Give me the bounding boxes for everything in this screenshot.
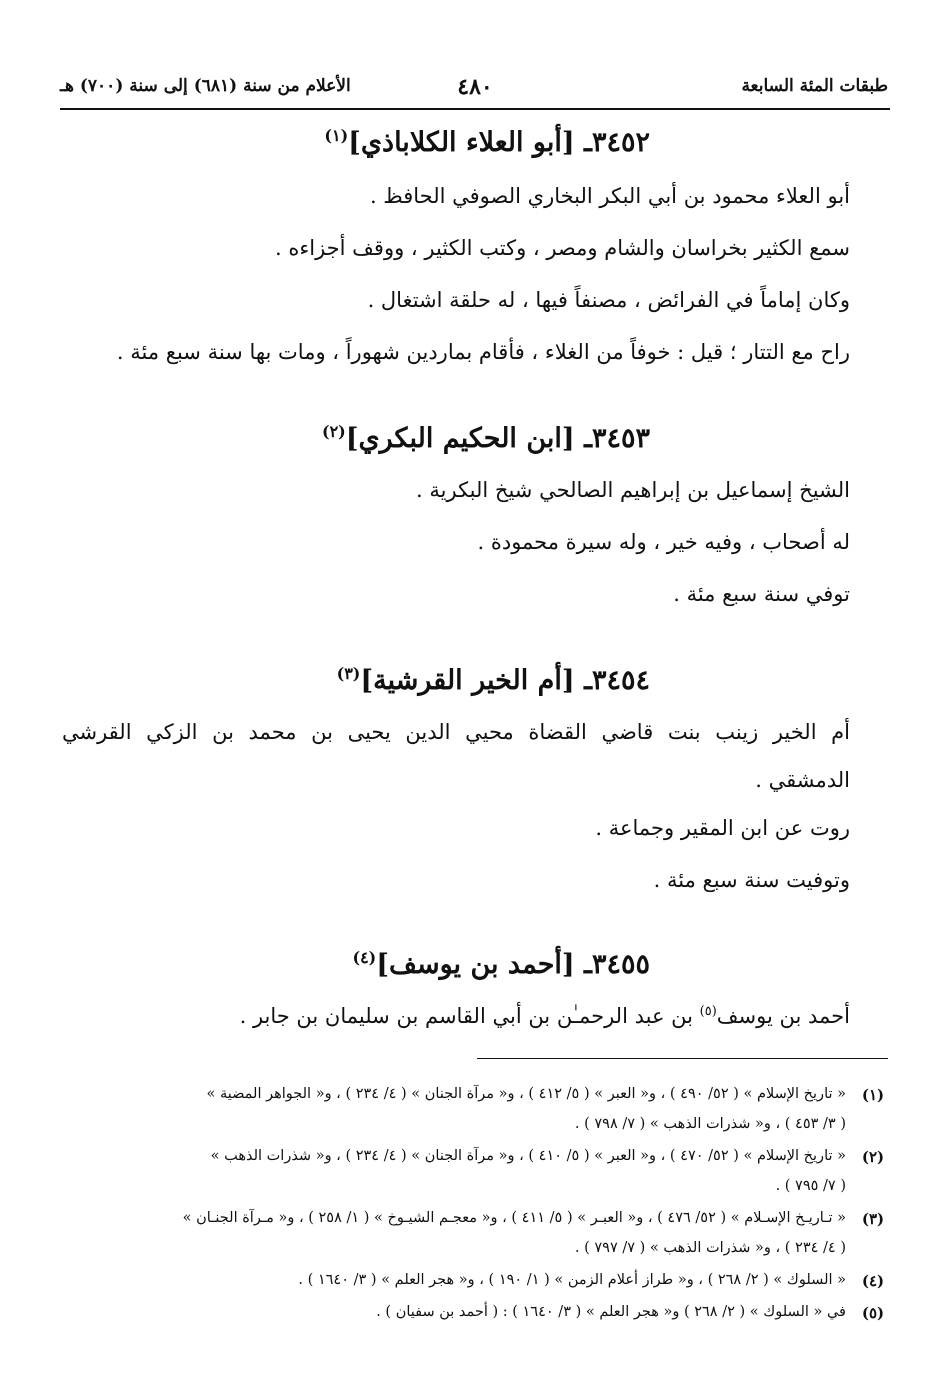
footnote-number: (١): [861, 1086, 885, 1104]
footnote-line: ( ٣/ ٤٥٣ ) ، و« شذرات الذهب » ( ٧/ ٧٩٨ ) .: [574, 1116, 846, 1132]
entry-line: أم الخير زينب بنت قاضي القضاة محيي الدين يحيى بن محمد بن الزكي القرشي: [62, 720, 850, 744]
footnote-line: ( ٤/ ٢٣٤ ) ، و« شذرات الذهب » ( ٧/ ٧٩٧ ) .: [574, 1240, 846, 1256]
footnote-divider: [477, 1058, 888, 1059]
entry-line: الدمشقي .: [755, 768, 850, 792]
page-number: ٤٨٠: [457, 74, 493, 100]
entry-line: توفي سنة سبع مئة .: [673, 582, 850, 606]
running-header-range: الأعلام من سنة (٦٨١) إلى سنة (٧٠٠) هـ: [60, 76, 351, 96]
footnote-number: (٣): [861, 1210, 885, 1228]
entry-line: راح مع التتار ؛ قيل : خوفاً من الغلاء ، فأقام بماردين شهوراً ، ومات بها سنة سبع مئة .: [116, 340, 850, 364]
footnote-ref: (٥): [699, 1004, 717, 1019]
footnote-line: « تاريخ الإسلام » ( ٥٢/ ٤٩٠ ) ، و« العبر » ( ٥/ ٤١٢ ) ، و« مرآة الجنان » ( ٤/ ٢٣٤ ) ، و« الجواهر المضية »: [206, 1086, 846, 1102]
footnote-line: في « السلوك » ( ٢/ ٢٦٨ ) و« هجر العلم » ( ٣/ ١٦٤٠ ) : ( أحمد بن سفيان ) .: [376, 1304, 846, 1320]
entry-line: أحمد بن يوسف$^{(٥)}$ بن عبد الرحمـٰن بن أبي القاسم بن سليمان بن جابر .: [239, 1004, 850, 1028]
footnote-line: « تاريخ الإسلام » ( ٥٢/ ٤٧٠ ) ، و« العبر » ( ٥/ ٤١٠ ) ، و« مرآة الجنان » ( ٤/ ٢٣٤ ) ، و« شذرات الذهب »: [210, 1148, 846, 1164]
entry-line: أبو العلاء محمود بن أبي البكر البخاري الصوفي الحافظ .: [369, 184, 850, 208]
footnote-number: (٢): [861, 1148, 885, 1166]
header-divider: [60, 108, 890, 110]
entry-line: سمع الكثير بخراسان والشام ومصر ، وكتب الكثير ، ووقف أجزاءه .: [275, 236, 850, 260]
entry-line: وتوفيت سنة سبع مئة .: [653, 868, 850, 892]
entry-title: ٣٤٥٥ـ [أحمد بن يوسف]$^{(٤)}$: [352, 948, 650, 980]
entry-line: الشيخ إسماعيل بن إبراهيم الصالحي شيخ البكرية .: [416, 478, 850, 502]
entry-line: له أصحاب ، وفيه خير ، وله سيرة محمودة .: [477, 530, 850, 554]
entry-line: وكان إماماً في الفرائض ، مصنفاً فيها ، له حلقة اشتغال .: [367, 288, 850, 312]
entry-title: ٣٤٥٢ـ [أبو العلاء الكلاباذي]$^{(١)}$: [324, 126, 650, 158]
footnote-line: « تـاريـخ الإسـلام » ( ٥٢/ ٤٧٦ ) ، و« العبـر » ( ٥/ ٤١١ ) ، و« معجـم الشيـوخ » ( ١/ ٢٥٨ ) ، و« مـرآة الجنـان »: [182, 1210, 846, 1226]
footnote-line: ( ٧/ ٧٩٥ ) .: [775, 1178, 846, 1194]
entry-title: ٣٤٥٤ـ [أم الخير القرشية]$^{(٣)}$: [336, 664, 650, 696]
footnote-line: « السلوك » ( ٢/ ٢٦٨ ) ، و« طراز أعلام الزمن » ( ١/ ١٩٠ ) ، و« هجر العلم » ( ٣/ ١٦٤٠ ) .: [298, 1272, 846, 1288]
footnote-number: (٤): [861, 1272, 885, 1290]
entry-line: روت عن ابن المقير وجماعة .: [595, 816, 850, 840]
entry-title: ٣٤٥٣ـ [ابن الحكيم البكري]$^{(٢)}$: [322, 422, 650, 454]
footnote-number: (٥): [861, 1304, 885, 1322]
running-header-section: طبقات المئة السابعة: [741, 76, 888, 96]
